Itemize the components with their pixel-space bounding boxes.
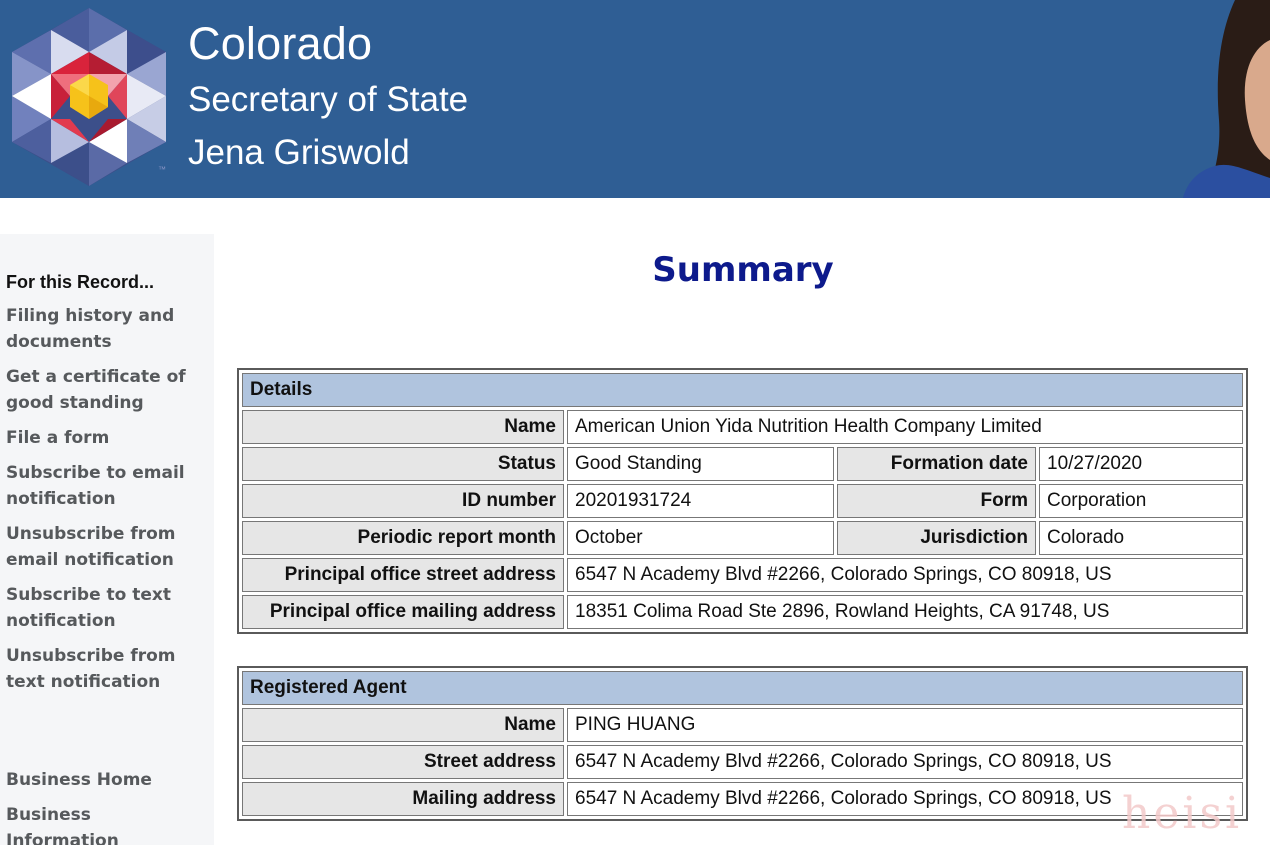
details-table — [237, 368, 1248, 634]
table-row — [242, 521, 1243, 555]
entity-name-value: American Union Yida Nutrition Health Company Limited — [567, 410, 1243, 444]
site-header — [0, 0, 1270, 198]
table-row — [242, 708, 1243, 742]
principal-street-address-label: Principal office street address — [242, 558, 564, 592]
nav-link-business-home[interactable]: Business Home — [6, 770, 152, 790]
periodic-report-month-label: Periodic report month — [242, 521, 564, 555]
agent-mailing-address-value: 6547 N Academy Blvd #2266, Colorado Springs, CO 80918, US — [567, 782, 1243, 816]
page-title: Summary — [652, 250, 834, 290]
agent-street-address-value: 6547 N Academy Blvd #2266, Colorado Springs, CO 80918, US — [567, 745, 1243, 779]
principal-mailing-address-value: 18351 Colima Road Ste 2896, Rowland Heights, CA 91748, US — [567, 595, 1243, 629]
agent-name-value: PING HUANG — [567, 708, 1243, 742]
nav-link-filing-history[interactable]: Filing history and documents — [6, 306, 175, 352]
table-row — [242, 558, 1243, 592]
svg-text:™: ™ — [158, 165, 166, 174]
status-value: Good Standing — [567, 447, 834, 481]
colorado-sos-logo-icon[interactable] — [8, 6, 170, 188]
table-row — [242, 484, 1243, 518]
sidebar-heading: For this Record... — [6, 272, 155, 292]
header-official-name: Jena Griswold — [188, 133, 410, 172]
table-row — [242, 595, 1243, 629]
details-section-header: Details — [242, 373, 1243, 407]
id-number-label: ID number — [242, 484, 564, 518]
form-value: Corporation — [1039, 484, 1243, 518]
periodic-report-month-value: October — [567, 521, 834, 555]
jurisdiction-label: Jurisdiction — [837, 521, 1036, 555]
registered-agent-table — [237, 666, 1248, 821]
watermark: heisi — [1122, 788, 1243, 839]
name-label: Name — [242, 410, 564, 444]
sidebar-nav — [0, 234, 214, 845]
status-label: Status — [242, 447, 564, 481]
id-number-value: 20201931724 — [567, 484, 834, 518]
agent-mailing-address-label: Mailing address — [242, 782, 564, 816]
nav-link-file-form[interactable]: File a form — [6, 428, 110, 448]
nav-link-business-information[interactable]: Business Information — [6, 805, 119, 845]
agent-name-label: Name — [242, 708, 564, 742]
nav-link-unsubscribe-email[interactable]: Unsubscribe from email notification — [6, 524, 176, 570]
table-row — [242, 447, 1243, 481]
form-label: Form — [837, 484, 1036, 518]
formation-date-label: Formation date — [837, 447, 1036, 481]
formation-date-value: 10/27/2020 — [1039, 447, 1243, 481]
nav-link-certificate-good-standing[interactable]: Get a certificate of good standing — [6, 367, 186, 413]
principal-street-address-value: 6547 N Academy Blvd #2266, Colorado Springs, CO 80918, US — [567, 558, 1243, 592]
nav-link-unsubscribe-text[interactable]: Unsubscribe from text notification — [6, 646, 176, 692]
table-row — [242, 745, 1243, 779]
jurisdiction-value: Colorado — [1039, 521, 1243, 555]
agent-header-row — [242, 671, 1243, 705]
nav-link-subscribe-text[interactable]: Subscribe to text notification — [6, 585, 172, 631]
table-row — [242, 782, 1243, 816]
table-row — [242, 410, 1243, 444]
principal-mailing-address-label: Principal office mailing address — [242, 595, 564, 629]
details-header-row — [242, 373, 1243, 407]
header-office-name: Secretary of State — [188, 80, 469, 119]
official-portrait — [1175, 0, 1270, 198]
nav-link-subscribe-email[interactable]: Subscribe to email notification — [6, 463, 185, 509]
header-state-name: Colorado — [188, 18, 373, 69]
agent-street-address-label: Street address — [242, 745, 564, 779]
registered-agent-section-header: Registered Agent — [242, 671, 1243, 705]
